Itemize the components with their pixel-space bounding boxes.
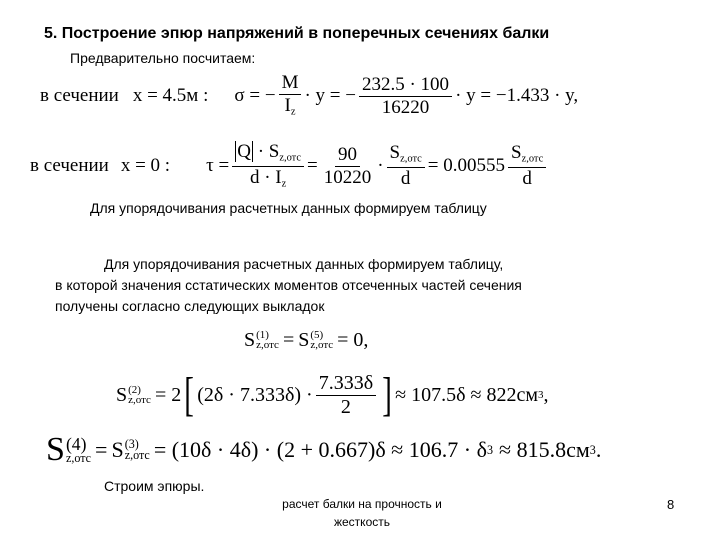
equation-tau [30, 134, 549, 198]
eq5-expr: = (10δ · 4δ) · (2 + 0.667)δ ≈ 106.7 · δ [153, 437, 487, 462]
eq1-fraction-values [359, 75, 452, 118]
eq5-cube: 3 [486, 442, 493, 457]
eq4-inner: (2δ · 7.333δ) · [197, 383, 313, 406]
eq1-num-values: 232.5 · 100 [359, 75, 452, 97]
eq3-tail: = 0, [337, 328, 369, 351]
eq5-tail: ≈ 815.8см [499, 437, 590, 462]
eq1-label: в сечении [40, 85, 119, 106]
eq5-dot: . [595, 437, 602, 462]
eq4-num: 7.333δ [316, 373, 376, 396]
closing-text: Строим эпюры. [104, 478, 205, 494]
eq4-fraction [316, 373, 376, 418]
equation-S2 [116, 364, 549, 426]
eq1-fraction-M-I [279, 73, 302, 119]
eq2-fraction-S-d-2 [508, 143, 546, 189]
eq3-index-1: (1) z,отс [256, 328, 279, 351]
footer-line-1: расчет балки на прочность и [282, 497, 442, 511]
eq4-index-2: (2) z,отс [128, 383, 151, 406]
table-caption: Для упорядочивания расчетных данных формируем таблицу [90, 200, 487, 216]
eq2-num-main: $Q \cdot S_{z,отс}$ [232, 142, 304, 167]
eq4-den: 2 [340, 395, 351, 418]
eq2-num-S-2: $S_{z,отс}$ [508, 143, 546, 168]
equation-S4-S3 [46, 430, 601, 470]
eq1-x-cond: x = 4.5м : [132, 85, 209, 106]
eq2-num-S: $S_{z,отс}$ [387, 143, 425, 168]
eq3-S5: S [298, 328, 310, 351]
eq5-S3: S [111, 437, 124, 462]
slide-title: 5. Построение эпюр напряжений в поперечных сечениях балки [44, 25, 550, 42]
eq2-dot: · [377, 155, 384, 176]
eq2-x-cond: x = 0 : [120, 155, 171, 176]
equation-S1-S5 [244, 322, 368, 358]
eq2-den-d: d [400, 167, 411, 189]
paragraph-line-2: в которой значения сстатических моментов отсеченных частей сечения [55, 277, 522, 293]
eq4-tail: ≈ 107.5δ ≈ 822см [395, 383, 539, 406]
eq5-S4: S [46, 430, 65, 468]
eq1-sigma: σ = − [234, 85, 276, 106]
eq3-equals: = [282, 328, 295, 351]
eq3-index-5: (5) z,отс [310, 328, 334, 351]
paragraph-line-3: получены согласно следующих выкладок [55, 298, 325, 314]
eq5-cube2: 3 [589, 442, 596, 457]
slide-subtitle: Предварительно посчитаем: [70, 50, 256, 66]
equation-sigma [40, 66, 578, 126]
eq4-eq-two: = 2 [154, 383, 182, 406]
eq5-equals: = [95, 437, 108, 462]
eq2-den-d-2: d [522, 167, 532, 189]
eq2-tau: τ = [206, 155, 230, 176]
footer-line-2: жесткость [333, 515, 390, 529]
eq1-num-M: M [279, 73, 302, 95]
eq2-fraction-values [321, 145, 375, 188]
eq2-den-main: $d \cdot I_z$ [249, 166, 287, 190]
eq1-y: · y = − [304, 85, 356, 106]
eq4-left-bracket: [ [184, 368, 195, 421]
eq1-den-values: 16220 [381, 96, 430, 118]
eq5-index-3: (3) z,отс [124, 436, 150, 462]
eq4-cube: 3 [538, 389, 544, 401]
eq4-comma: , [543, 383, 549, 406]
eq2-result: = 0.00555 [427, 155, 505, 176]
eq2-den-10220: 10220 [323, 166, 372, 188]
paragraph-line-1: Для упорядочивания расчетных данных формируем таблицу, [104, 256, 504, 272]
eq1-tail: · y = −1.433 · y, [455, 85, 579, 106]
eq4-S2: S [116, 383, 128, 406]
eq2-fraction-S-d [387, 143, 425, 189]
eq2-num-90: 90 [335, 145, 360, 167]
eq1-den-I: $I_z$ [284, 95, 296, 118]
eq2-fraction-main [232, 142, 304, 190]
eq2-equals: = [307, 155, 318, 176]
eq5-index-4: (4) z,отс [65, 433, 92, 465]
eq3-S1: S [244, 328, 256, 351]
eq4-right-bracket: ] [382, 368, 392, 421]
page-number: 8 [667, 497, 675, 512]
eq2-label: в сечении [30, 155, 109, 176]
